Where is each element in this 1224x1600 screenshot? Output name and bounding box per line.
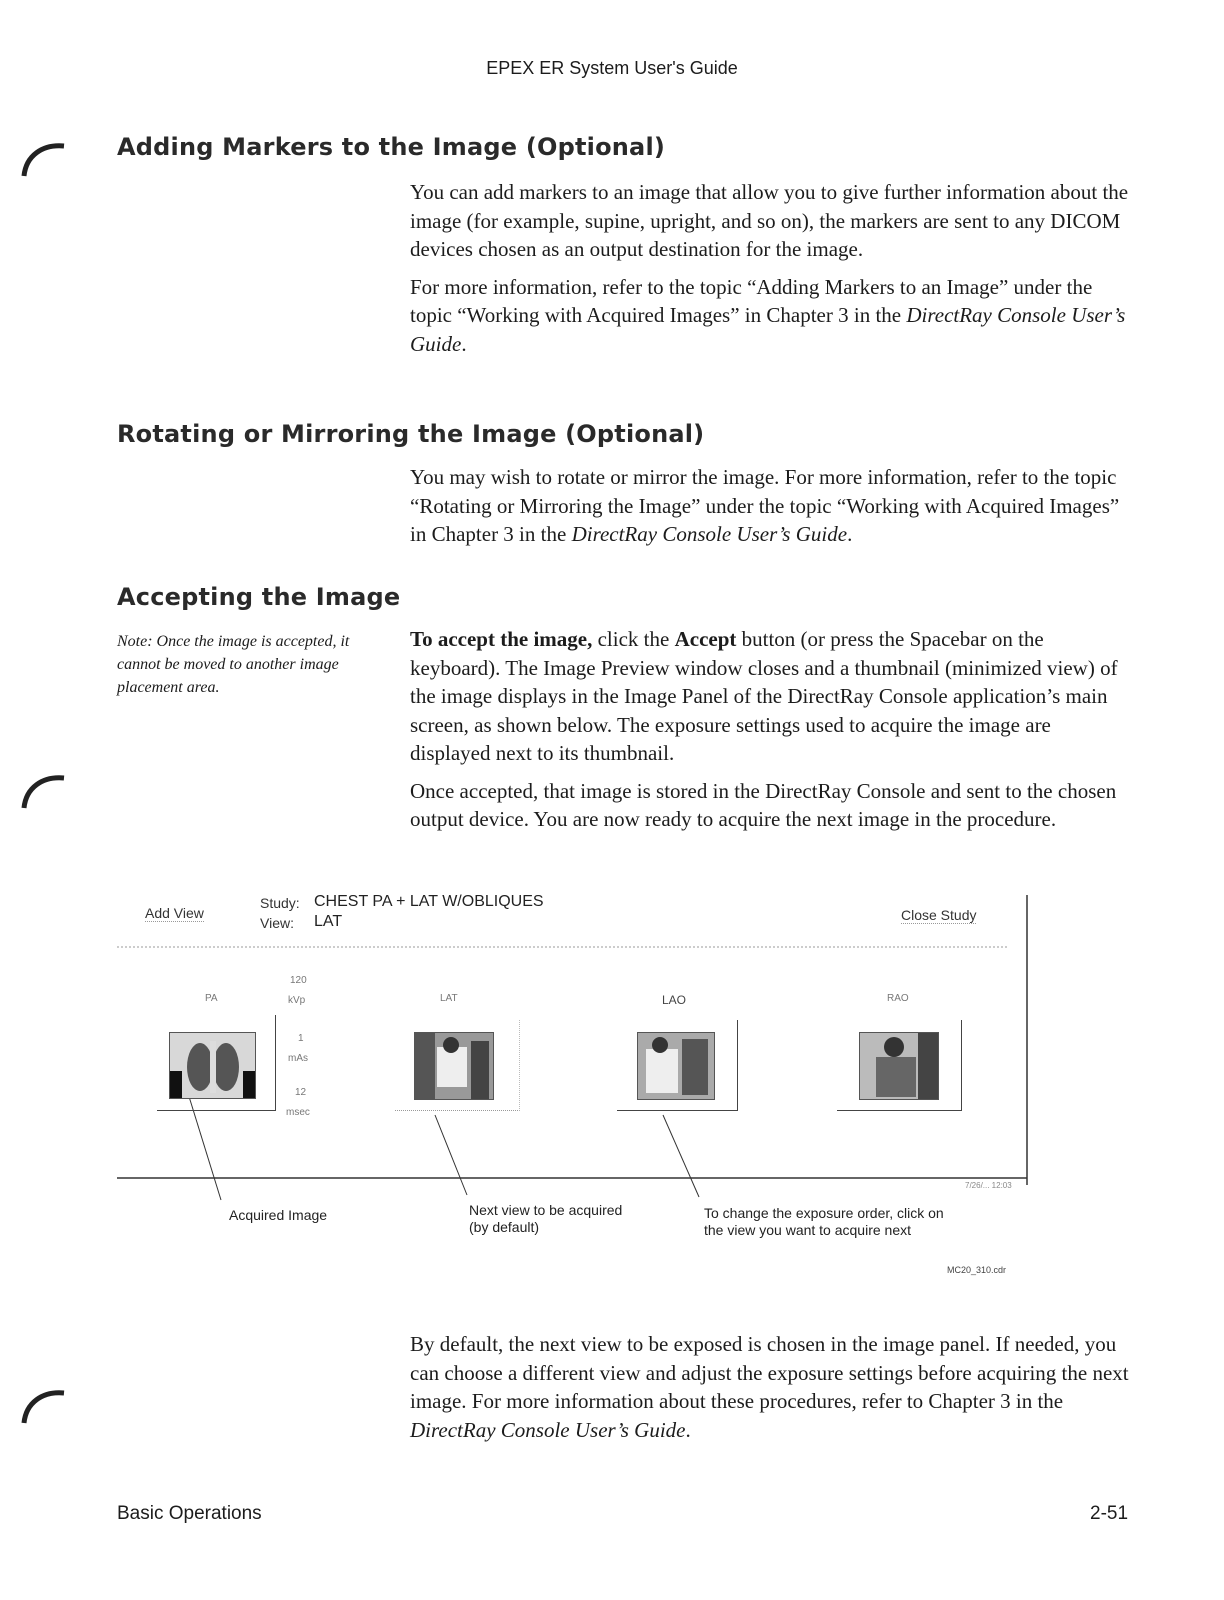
rotating-body xyxy=(410,463,1135,549)
accepting-paragraph-1: To accept the image, click the Accept button (or press the Spacebar on the keyboard). The Image Preview window closes and a thumbnail (minimized view) of the image displays in the Image Panel of the DirectRay Console application’s main screen, as shown below. The exposure settings used to acquire the image are displayed next to its thumbnail. xyxy=(410,627,1118,765)
figure-file-tag: MC20_310.cdr xyxy=(947,1265,1007,1275)
running-header: EPEX ER System User's Guide xyxy=(486,58,738,78)
markers-body xyxy=(410,178,1135,358)
guide-title: DirectRay Console User’s Guide xyxy=(410,303,1126,356)
view-label-lao: LAO xyxy=(662,993,687,1007)
image-panel-figure xyxy=(117,895,1042,1295)
mas-unit: mAs xyxy=(288,1053,308,1064)
view-value: LAT xyxy=(314,913,343,930)
punch-hole-mark xyxy=(20,770,66,810)
panel-status-tag: 7/26/... 12:03 xyxy=(965,1181,1012,1190)
footer-section-name: Basic Operations xyxy=(117,1503,262,1524)
msec-value: 12 xyxy=(295,1087,307,1098)
guide-title: DirectRay Console User’s Guide xyxy=(571,522,848,546)
accepting-paragraph-3: By default, the next view to be exposed is chosen in the image panel. If needed, you can choose a different view and adjust the exposure settings before acquiring the next image. For more information about these procedures, refer to Chapter 3 in the DirectRay Console User’s Guide. xyxy=(410,1332,1129,1442)
view-label: View: xyxy=(260,915,294,931)
punch-hole-mark xyxy=(20,138,66,178)
note-text: Once the image is accepted, it cannot be moved to another image placement area. xyxy=(117,633,350,696)
view-label-rao: RAO xyxy=(887,993,909,1004)
section-heading-rotating: Rotating or Mirroring the Image (Optional) xyxy=(117,420,705,448)
view-label-lat: LAT xyxy=(440,993,458,1004)
view-label-pa: PA xyxy=(205,993,218,1004)
chest-xray-icon xyxy=(170,1033,255,1098)
guide-title: DirectRay Console User’s Guide xyxy=(410,1417,686,1442)
accepting-body-2 xyxy=(410,1330,1135,1444)
lao-thumbnail[interactable] xyxy=(637,1032,715,1100)
patient-photo-icon xyxy=(860,1033,938,1099)
section-heading-accepting: Accepting the Image xyxy=(117,583,401,611)
kvp-value: 120 xyxy=(290,975,307,986)
lat-thumbnail[interactable] xyxy=(414,1032,494,1100)
rotating-paragraph-1: You may wish to rotate or mirror the image. For more information, refer to the topic “Rotating or Mirroring the Image” under the topic “Working with Acquired Images” in Chapter 3 in the DirectRay Console User’s Guide. xyxy=(410,465,1120,546)
patient-photo-icon xyxy=(638,1033,714,1099)
accepting-body xyxy=(410,625,1135,834)
acquired-thumbnail[interactable] xyxy=(169,1032,256,1099)
patient-photo-icon xyxy=(415,1033,493,1099)
page-number: 2-51 xyxy=(1090,1503,1129,1524)
rao-thumbnail[interactable] xyxy=(859,1032,939,1100)
study-label: Study: xyxy=(260,895,300,911)
punch-hole-mark xyxy=(20,1385,66,1425)
side-note xyxy=(117,630,357,699)
kvp-unit: kVp xyxy=(288,995,306,1006)
markers-paragraph-2: For more information, refer to the topic “Adding Markers to an Image” under the topic “Working with Acquired Images” in Chapter 3 in the DirectRay Console User’s Guide. xyxy=(410,274,1126,356)
msec-unit: msec xyxy=(286,1107,310,1118)
close-study-button[interactable]: Close Study xyxy=(901,907,977,923)
accepting-paragraph-2: Once accepted, that image is stored in the DirectRay Console and sent to the chosen output device. You are now ready to acquire the next image in the procedure. xyxy=(410,778,1117,831)
mas-value: 1 xyxy=(298,1033,304,1044)
callout-change-order: To change the exposure order, click on the view you want to acquire next xyxy=(704,1205,944,1238)
note-label: Note: xyxy=(117,633,153,650)
callout-acquired-image: Acquired Image xyxy=(229,1207,328,1223)
add-view-button[interactable]: Add View xyxy=(145,905,204,921)
markers-paragraph-1: You can add markers to an image that allow you to give further information about the image (for example, supine, upright, and so on), the markers are sent to any DICOM devices chosen as an output destination for the image. xyxy=(410,180,1129,261)
section-heading-markers: Adding Markers to the Image (Optional) xyxy=(117,133,666,161)
callout-next-view: Next view to be acquired (by default) xyxy=(469,1202,623,1235)
study-value: CHEST PA + LAT W/OBLIQUES xyxy=(314,893,544,910)
